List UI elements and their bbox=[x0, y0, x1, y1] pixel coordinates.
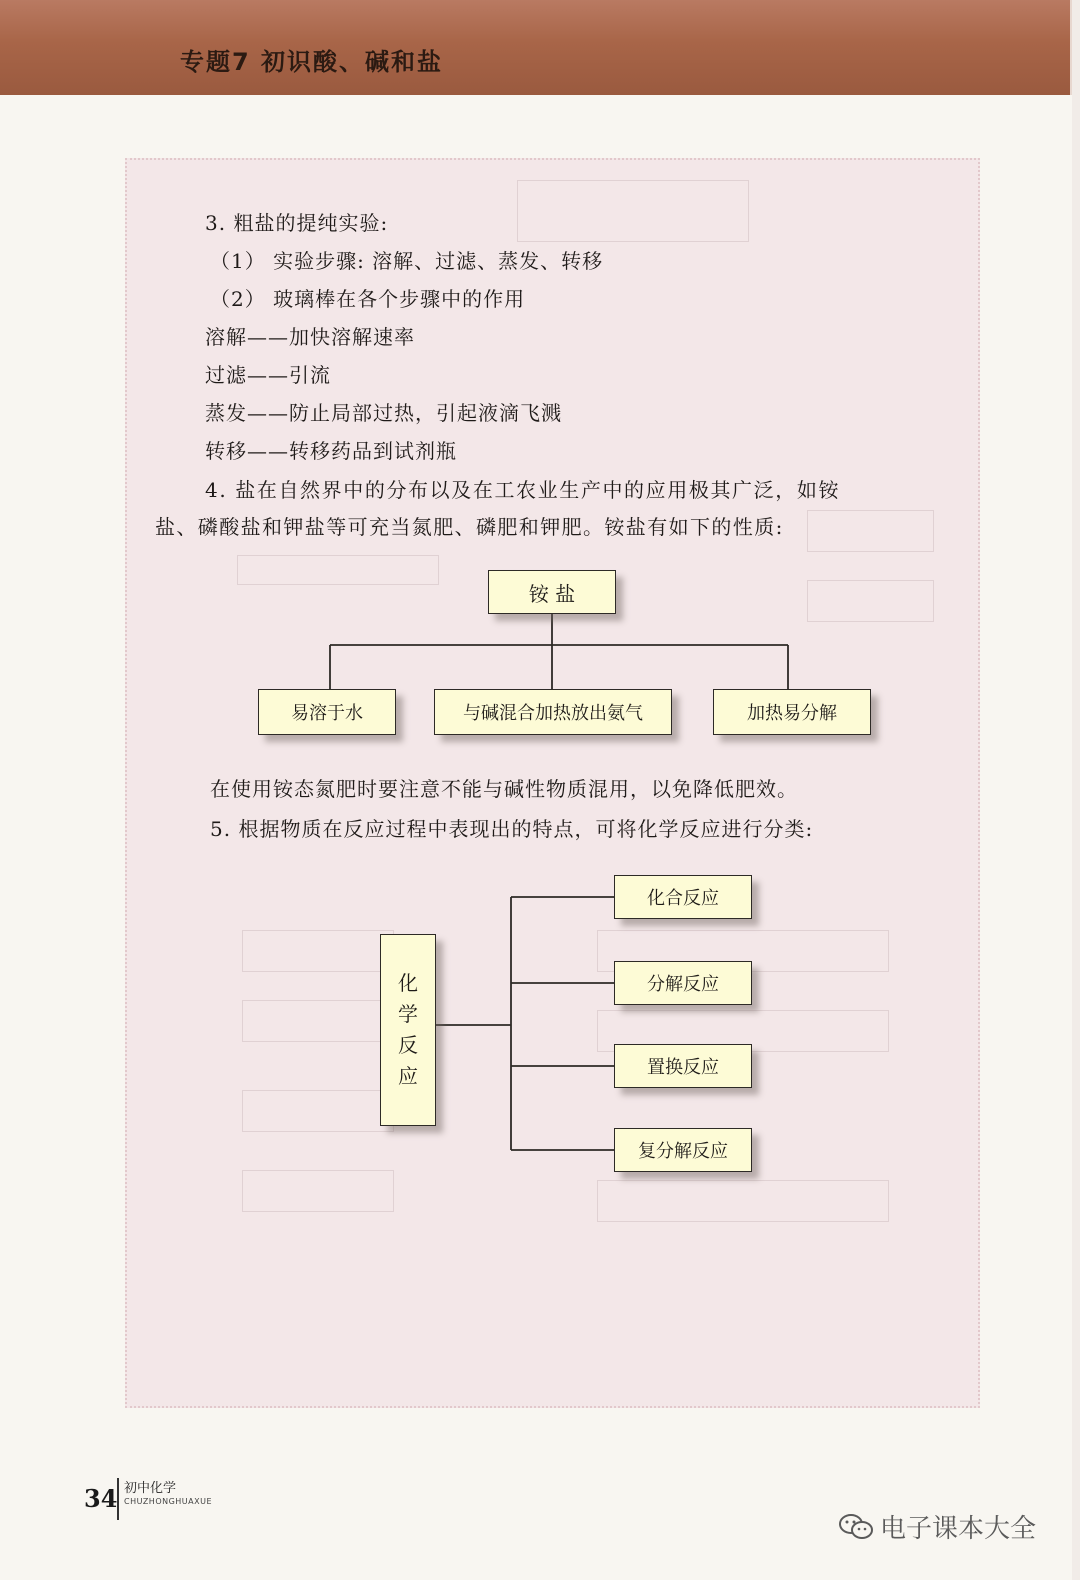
chapter-title: 专题7 初识酸、碱和盐 bbox=[180, 48, 444, 76]
root-char: 化 bbox=[398, 971, 418, 995]
chemical-reaction-root-box bbox=[380, 934, 436, 1126]
property-soluble-box: 易溶于水 bbox=[258, 689, 396, 735]
text-line-11: 5. 根据物质在反应过程中表现出的特点，可将化学反应进行分类: bbox=[210, 817, 814, 841]
book-title: 初中化学 bbox=[124, 1481, 177, 1496]
root-char: 反 bbox=[398, 1033, 418, 1057]
text-line-4: 溶解——加快溶解速率 bbox=[205, 325, 415, 349]
text-line-10: 在使用铵态氮肥时要注意不能与碱性物质混用，以免降低肥效。 bbox=[210, 777, 798, 801]
decomposition-reaction-box: 分解反应 bbox=[614, 961, 752, 1005]
combination-reaction-box: 化合反应 bbox=[614, 875, 752, 919]
ammonium-salt-root-box: 铵 盐 bbox=[488, 570, 616, 614]
text-line-9: 盐、磷酸盐和钾盐等可充当氮肥、磷肥和钾肥。铵盐有如下的性质: bbox=[155, 515, 784, 539]
double-decomposition-reaction-box: 复分解反应 bbox=[614, 1128, 752, 1172]
text-line-6: 蒸发——防止局部过热，引起液滴飞溅 bbox=[205, 401, 562, 425]
property-ammonia-box: 与碱混合加热放出氨气 bbox=[434, 689, 672, 735]
displacement-reaction-box: 置换反应 bbox=[614, 1044, 752, 1088]
property-decompose-box: 加热易分解 bbox=[713, 689, 871, 735]
text-line-7: 转移——转移药品到试剂瓶 bbox=[205, 439, 457, 463]
text-line-2: （1） 实验步骤: 溶解、过滤、蒸发、转移 bbox=[210, 249, 604, 273]
root-char: 学 bbox=[398, 1002, 418, 1026]
footer-divider bbox=[117, 1478, 119, 1520]
watermark-text: 电子课本大全 bbox=[880, 1514, 1037, 1544]
text-line-3: （2） 玻璃棒在各个步骤中的作用 bbox=[210, 287, 526, 311]
book-pinyin: CHUZHONGHUAXUE bbox=[124, 1497, 213, 1506]
text-line-5: 过滤——引流 bbox=[205, 363, 331, 387]
chat-bubbles-icon bbox=[838, 1512, 874, 1542]
text-line-1: 3. 粗盐的提纯实验: bbox=[205, 211, 389, 235]
page-number: 34 bbox=[84, 1484, 118, 1513]
watermark bbox=[838, 1508, 1036, 1545]
text-line-8: 4. 盐在自然界中的分布以及在工农业生产中的应用极其广泛，如铵 bbox=[205, 478, 841, 502]
root-char: 应 bbox=[398, 1064, 418, 1088]
